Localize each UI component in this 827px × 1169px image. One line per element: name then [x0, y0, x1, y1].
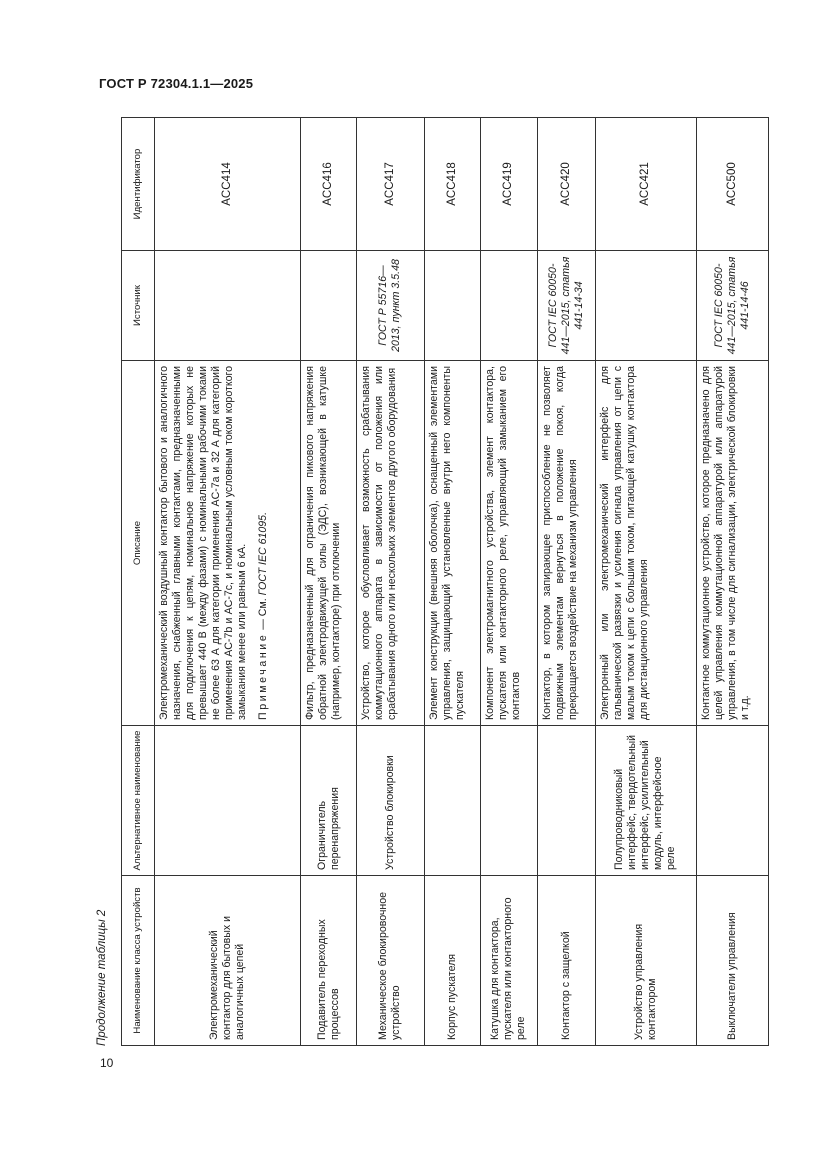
- cell-name: Электромеханический контактор для бытовых и аналогичных цепей: [155, 876, 301, 1046]
- cell-identifier: ACC419: [480, 118, 538, 251]
- cell-description: [155, 361, 301, 726]
- cell-identifier: ACC417: [356, 118, 424, 251]
- table-row: [356, 118, 424, 1046]
- cell-alt: [538, 726, 596, 876]
- cell-name: Контактор с защелкой: [538, 876, 596, 1046]
- table-row: [696, 118, 768, 1046]
- cell-name: Катушка для контактора, пускателя или контакторного реле: [480, 876, 538, 1046]
- cell-description: Компонент электромагнитного устройства, элемент контактора, пускателя или контакторного реле, управляющий замыканием его контактов: [480, 361, 538, 726]
- cell-identifier: ACC421: [595, 118, 696, 251]
- cell-identifier: ACC416: [301, 118, 357, 251]
- cell-source: ГОСТ IEC 60050-441—2015, статья 441-14-46: [696, 251, 768, 361]
- description-note: [257, 366, 270, 720]
- cell-alt: [424, 726, 480, 876]
- description-text: Электромеханический воздушный контактор бытового и аналогичного назначения, снабженный главными контактами, предназначенными для подключения к цепям, номинальное напряжение которых не превышает 440 В (между фазами) с номинальными рабочими токами не более 63 А для категории применения AC-7a и 32 А для категорий применения AC-7b и AC-7c, и номинальным условным током короткого замыкания менее или равным 6 кА.: [158, 366, 248, 720]
- cell-name: Корпус пускателя: [424, 876, 480, 1046]
- table-header-row: [122, 118, 155, 1046]
- cell-alt: Ограничитель перенапряжения: [301, 726, 357, 876]
- cell-alt: Полупроводниковый интерфейс, твердотельный интерфейс, усилительный модуль, интерфейсное реле: [595, 726, 696, 876]
- note-label: Примечание: [257, 632, 269, 720]
- cell-name: Устройство управления контактором: [595, 876, 696, 1046]
- header-source: Источник: [122, 251, 155, 361]
- cell-description: Элемент конструкции (внешняя оболочка), оснащенный элементами управления, защищающий установленные внутри него компоненты пускателя: [424, 361, 480, 726]
- table-caption: Продолжение таблицы 2: [96, 909, 108, 1046]
- standard-header: ГОСТ Р 72304.1.1—2025: [99, 76, 254, 91]
- table-row: [155, 118, 301, 1046]
- table-row: [480, 118, 538, 1046]
- cell-source: ГОСТ Р 55716—2013, пункт 3.5.48: [356, 251, 424, 361]
- cell-description: Контактное коммутационное устройство, которое предназначено для целей управления коммутационной аппаратурой или аппаратурой управления, в том числе для сигнализации, электрической блокировки и т.д.: [696, 361, 768, 726]
- table-row: [538, 118, 596, 1046]
- note-text: — См.: [257, 595, 269, 633]
- table-row: [595, 118, 696, 1046]
- cell-identifier: ACC500: [696, 118, 768, 251]
- note-reference: ГОСТ IEC 61095.: [257, 511, 269, 596]
- header-identifier: Идентификатор: [122, 118, 155, 251]
- table-row: [301, 118, 357, 1046]
- device-class-table: [121, 117, 769, 1046]
- cell-alt: Устройство блокировки: [356, 726, 424, 876]
- page-number: 10: [100, 1056, 114, 1070]
- cell-name: Механическое блокировочное устройство: [356, 876, 424, 1046]
- cell-source: [155, 251, 301, 361]
- cell-description: Электронный или электромеханический интерфейс для гальванической развязки и усиления сигнала управления от цепи с малым током к цепи с большим током, питающей катушку контактора для дистанционного управления: [595, 361, 696, 726]
- rotated-table-page: [96, 118, 769, 1046]
- header-name: Наименование класса устройств: [122, 876, 155, 1046]
- cell-name: Выключатели управления: [696, 876, 768, 1046]
- cell-identifier: ACC418: [424, 118, 480, 251]
- cell-description: Устройство, которое обусловливает возможность срабатывания коммутационного аппарата в зависимости от положения или срабатывания одного или нескольких элементов другого оборудования: [356, 361, 424, 726]
- cell-identifier: ACC420: [538, 118, 596, 251]
- table-row: [424, 118, 480, 1046]
- cell-source: [595, 251, 696, 361]
- cell-alt: [480, 726, 538, 876]
- cell-description: Контактор, в котором запирающее приспособление не позволяет подвижным элементам вернуться в положение покоя, когда прекращается воздействие на механизм управления: [538, 361, 596, 726]
- header-alt-name: Альтернативное наименование: [122, 726, 155, 876]
- cell-source: [424, 251, 480, 361]
- cell-source: [301, 251, 357, 361]
- cell-alt: [155, 726, 301, 876]
- cell-source: ГОСТ IEC 60050-441—2015, статья 441-14-34: [538, 251, 596, 361]
- cell-alt: [696, 726, 768, 876]
- cell-source: [480, 251, 538, 361]
- cell-description: Фильтр, предназначенный для ограничения пикового напряжения обратной электродвижущей силы (ЭДС), возникающей в катушке (например, контакторе) при отключении: [301, 361, 357, 726]
- header-description: Описание: [122, 361, 155, 726]
- cell-name: Подавитель переходных процессов: [301, 876, 357, 1046]
- cell-identifier: ACC414: [155, 118, 301, 251]
